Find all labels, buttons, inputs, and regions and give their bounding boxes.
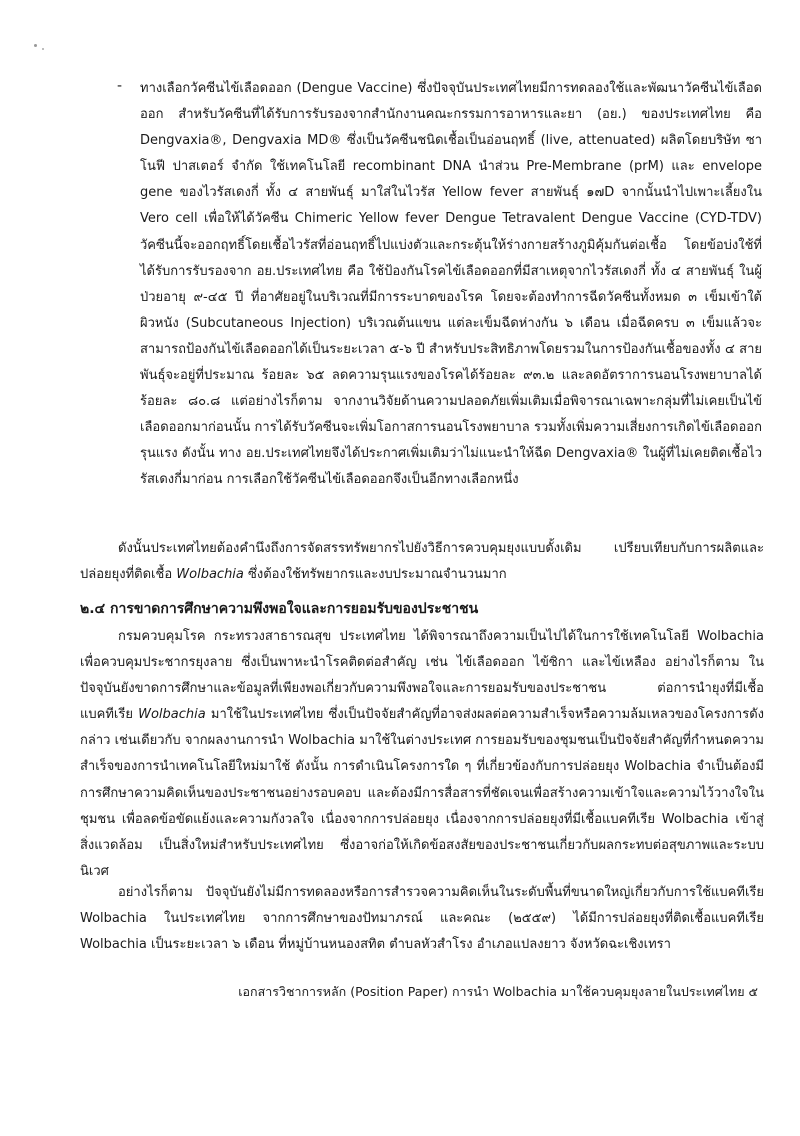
paragraph-field-study: อย่างไรก็ตาม ปัจจุบันยังไม่มีการทดลองหรือการสำรวจความคิดเห็นในระดับพื้นที่ขนาดใหญ่เกี่ยวกับการใช้แบคทีเรีย Wolbachia ในประเทศไทย จากการศึกษาของปัทมาภรณ์ และคณะ (๒๕๕๙) ได้มีการปล่อยยุงที่ติดเชื้อแบคทีเรีย Wolbachia เป็นระยะเวลา ๖ เดือน ที่หมู่บ้านหนองสทิต ตำบลหัวสำโรง อำเภอแปลงยาว จังหวัดฉะเชิงเทรา [80, 885, 764, 953]
paragraph-text: มาใช้ในประเทศไทย ซึ่งเป็นปัจจัยสำคัญที่อาจส่งผลต่อความสำเร็จหรือความล้มเหลวของโครงการดังกล่าว เช่นเดียวกับ จากผลงานการนำ Wolbachia มาใช้ในต่างประเทศ การยอมรับของชุมชนเป็นปัจจัยสำคัญที่กำหนดความสำเร็จของการนำเทคโนโลยีใหม่มาใช้ ดังนั้น การดำเนินโครงการใด ๆ ที่เกี่ยวข้องกับการปล่อยยุง Wolbachia จำเป็นต้องมีการศึกษาความคิดเห็นของประชาชนอย่างรอบคอบ และต้องมีการสื่อสารที่ชัดเจนเพื่อสร้างความเข้าใจและความไว้วางใจในชุมชน เพื่อลดข้อขัดแย้งและความกังวลใจ เนื่องจากการปล่อยยุง เนื่องจากการปล่อยยุงที่มีเชื้อแบคทีเรีย Wolbachia เข้าสู่สิ่งแวดล้อม เป็นสิ่งใหม่สำหรับประเทศไทย ซึ่งอาจก่อให้เกิดข้อสงสัยของประชาชนเกี่ยวกับผลกระทบต่อสุขภาพและระบบนิเวศ [80, 707, 764, 879]
paragraph-resource-allocation [80, 536, 764, 588]
scan-speck [34, 44, 37, 47]
italic-term: Wolbachia [138, 707, 206, 723]
bullet-marker: - [117, 78, 123, 94]
page-footer: เอกสารวิชาการหลัก (Position Paper) การนำ Wolbachia มาใช้ควบคุมยุงลายในประเทศไทย ๕ [238, 984, 758, 999]
paragraph-text: ดังนั้นประเทศไทยต้องคำนึงถึงการจัดสรรทรัพยากรไปยังวิธีการควบคุมยุงแบบดั้งเดิม เปรียบเทียบกับการผลิตและปล่อยยุงที่ติดเชื้อ [80, 541, 764, 583]
section-heading: ๒.๔ การขาดการศึกษาความพึงพอใจและการยอมรับของประชาชน [80, 601, 479, 617]
bullet-paragraph-dengue-vaccine: ทางเลือกวัคซีนไข้เลือดออก (Dengue Vaccine) ซึ่งปัจจุบันประเทศไทยมีการทดลองใช้และพัฒนาวัคซีนไข้เลือดออก สำหรับวัคซีนที่ได้รับการรับรองจากสำนักงานคณะกรรมการอาหารและยา (อย.) ของประเทศไทย คือ Dengvaxia®, Dengvaxia MD® ซึ่งเป็นวัคซีนชนิดเชื้อเป็นอ่อนฤทธิ์ (live, attenuated) ผลิตโดยบริษัท ซาโนฟี ปาสเตอร์ จำกัด ใช้เทคโนโลยี recombinant DNA นำส่วน Pre-Membrane (prM) และ envelope gene ของไวรัสเดงกี่ ทั้ง ๔ สายพันธุ์ มาใส่ในไวรัส Yellow fever สายพันธุ์ ๑๗D จากนั้นนำไปเพาะเลี้ยงใน Vero cell เพื่อให้ได้วัคซีน Chimeric Yellow fever Dengue Tetravalent Dengue Vaccine (CYD-TDV) วัคซีนนี้จะออกฤทธิ์โดยเชื้อไวรัสที่อ่อนฤทธิ์ไปแบ่งตัวและกระตุ้นให้ร่างกายสร้างภูมิคุ้มกันต่อเชื้อ โดยข้อบ่งใช้ที่ได้รับการรับรองจาก อย.ประเทศไทย คือ ใช้ป้องกันโรคไข้เลือดออกที่มีสาเหตุจากไวรัสเดงกี่ ทั้ง ๔ สายพันธุ์ ในผู้ป่วยอายุ ๙-๔๕ ปี ที่อาศัยอยู่ในบริเวณที่มีการระบาดของโรค โดยจะต้องทำการฉีดวัคซีนทั้งหมด ๓ เข็มเข้าใต้ผิวหนัง (Subcutaneous Injection) บริเวณต้นแขน แต่ละเข็มฉีดห่างกัน ๖ เดือน เมื่อฉีดครบ ๓ เข็มแล้วจะสามารถป้องกันไข้เลือดออกได้เป็นระยะเวลา ๕-๖ ปี สำหรับประสิทธิภาพโดยรวมในการป้องกันเชื้อของทั้ง ๔ สายพันธุ์จะอยู่ที่ประมาณ ร้อยละ ๖๕ ลดความรุนแรงของโรคได้ร้อยละ ๙๓.๒ และลดอัตราการนอนโรงพยาบาลได้ร้อยละ ๘๐.๘ แต่อย่างไรก็ตาม จากงานวิจัยด้านความปลอดภัยเพิ่มเติมเมื่อพิจารณาเฉพาะกลุ่มที่ไม่เคยเป็นไข้เลือดออกมาก่อนนั้น การได้รับวัคซีนจะเพิ่มโอกาสการนอนโรงพยาบาล รวมทั้งเพิ่มความเสี่ยงการเกิดไข้เลือดออกรุนแรง ดังนั้น ทาง อย.ประเทศไทยจึงได้ประกาศเพิ่มเติมว่าไม่แนะนำให้ฉีด Dengvaxia® ในผู้ที่ไม่เคยติดเชื้อไวรัสเดงกี่มาก่อน การเลือกใช้วัคซีนไข้เลือดออกจึงเป็นอีกทางเลือกหนึ่ง [140, 81, 762, 488]
italic-term: Wolbachia [176, 567, 244, 583]
paragraph-text: ซึ่งต้องใช้ทรัพยากรและงบประมาณจำนวนมาก [243, 567, 507, 583]
paragraph-public-acceptance [80, 624, 764, 885]
scan-speck [42, 48, 44, 50]
paragraph-text: กรมควบคุมโรค กระทรวงสาธารณสุข ประเทศไทย ได้พิจารณาถึงความเป็นไปได้ในการใช้เทคโนโลยี Wolbachia เพื่อควบคุมประชากรยุงลาย ซึ่งเป็นพาหะนำโรคติดต่อสำคัญ เช่น ไข้เลือดออก ไข้ซิกา และไข้เหลือง อย่างไรก็ตาม ในปัจจุบันยังขาดการศึกษาและข้อมูลที่เพียงพอเกี่ยวกับความพึงพอใจและการยอมรับของประชาชน ต่อการนำยุงที่มีเชื้อแบคทีเรีย [80, 629, 764, 723]
